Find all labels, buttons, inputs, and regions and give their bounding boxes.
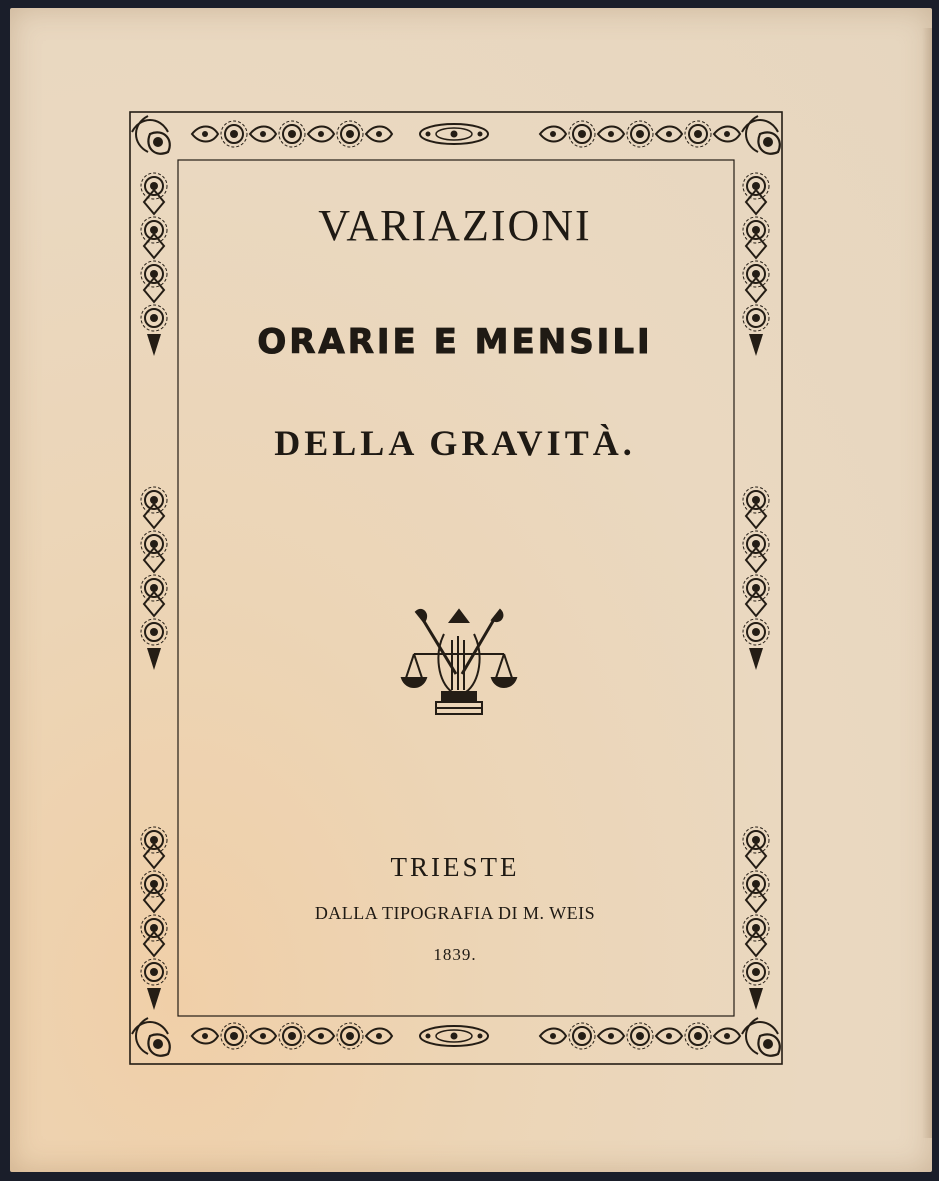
- publication-place: TRIESTE: [390, 852, 520, 882]
- title-line-2: ORARIE E MENSILI: [257, 322, 653, 362]
- lyre-scales-emblem-icon: [400, 604, 518, 722]
- publication-year: 1839.: [433, 945, 477, 964]
- title-line-3: DELLA GRAVITÀ.: [274, 423, 636, 463]
- printer-imprint: DALLA TIPOGRAFIA DI M. WEIS: [314, 903, 596, 923]
- title-line-1: VARIAZIONI: [318, 201, 592, 250]
